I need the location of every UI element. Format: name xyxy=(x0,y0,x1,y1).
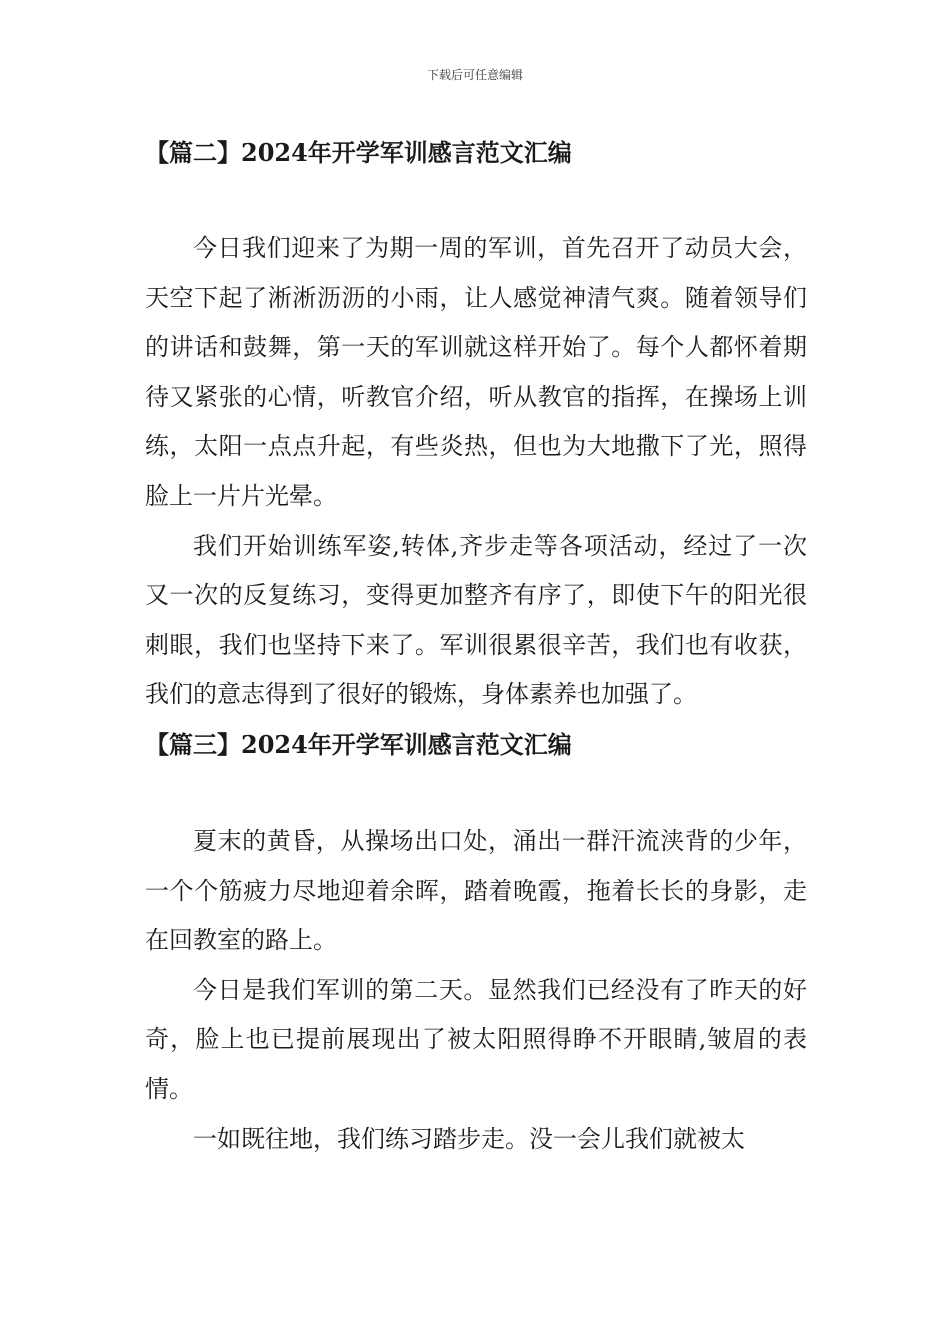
section-heading: 【篇二】2024年开学军训感言范文汇编 xyxy=(145,138,572,167)
section-3 xyxy=(145,720,807,1164)
paragraph: 我们开始训练军姿,转体,齐步走等各项活动，经过了一次又一次的反复练习，变得更加整齐有序了，即使下午的阳光很刺眼，我们也坚持下来了。军训很累很辛苦，我们也有收获，我们的意志得到了很好的锻炼，身体素养也加强了。 xyxy=(145,531,807,709)
page-header-note: 下载后可任意编辑 xyxy=(426,68,523,82)
section-heading: 【篇三】2024年开学军训感言范文汇编 xyxy=(145,729,572,759)
paragraph: 一如既往地，我们练习踏步走。没一会儿我们就被太 xyxy=(193,1124,745,1153)
paragraph: 夏末的黄昏，从操场出口处，涌出一群汗流浃背的少年，一个个筋疲力尽地迎着余晖，踏着晚霞，拖着长长的身影，走在回教室的路上。 xyxy=(145,826,807,955)
paragraph: 今日是我们军训的第二天。显然我们已经没有了昨天的好奇，脸上也已提前展现出了被太阳照得睁不开眼睛,皱眉的表情。 xyxy=(145,975,807,1103)
document-body xyxy=(145,128,807,1164)
paragraph: 今日我们迎来了为期一周的军训，首先召开了动员大会，天空下起了淅淅沥沥的小雨，让人感觉神清气爽。随着领导们的讲话和鼓舞，第一天的军训就这样开始了。每个人都怀着期待又紧张的心情，听教官介绍，听从教官的指挥，在操场上训练，太阳一点点升起，有些炎热，但也为大地撒下了光，照得脸上一片片光晕。 xyxy=(145,234,807,510)
section-2 xyxy=(145,128,807,720)
